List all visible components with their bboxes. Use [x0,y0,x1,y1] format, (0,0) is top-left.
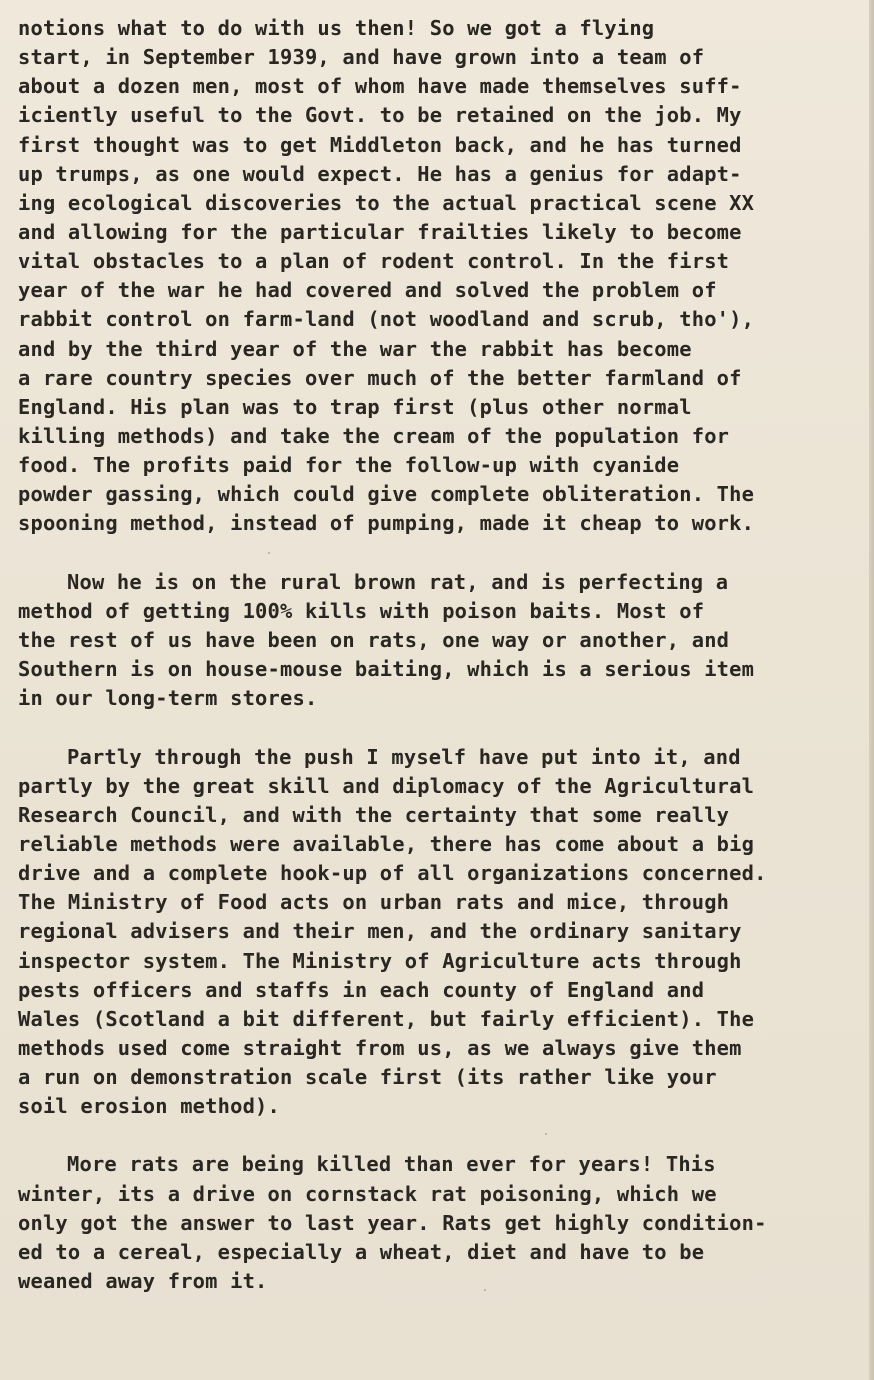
text-line: only got the answer to last year. Rats get highly condition- [18,1210,767,1235]
text-line: ed to a cereal, especially a wheat, diet and have to be [18,1239,705,1264]
text-line: a rare country species over much of the better farmland of [18,365,742,390]
paper-edge [869,0,874,1380]
text-line: first thought was to get Middleton back, and he has turned [18,132,742,157]
text-line: Now he is on the rural brown rat, and is perfecting a [67,569,729,594]
text-line: and by the third year of the war the rabbit has become [18,336,692,361]
text-line: killing methods) and take the cream of the population for [18,423,730,448]
text-line: methods used come straight from us, as we always give them [18,1035,742,1060]
text-line: a run on demonstration scale first (its rather like your [18,1065,717,1090]
text-line: powder gassing, which could give complete obliteration. The [18,482,755,507]
text-line: winter, its a drive on cornstack rat poisoning, which we [18,1181,717,1206]
text-line: up trumps, as one would expect. He has a genius for adapt- [18,161,742,186]
text-line: year of the war he had covered and solved the problem of [18,278,717,303]
text-line: partly by the great skill and diplomacy of the Agricultural [18,773,755,798]
text-line: rabbit control on farm-land (not woodland and scrub, tho'), [18,307,755,332]
text-line: soil erosion method). [18,1094,281,1119]
paper-speck [484,1289,486,1291]
text-line: ing ecological discoveries to the actual practical scene XX [18,190,755,215]
text-line: The Ministry of Food acts on urban rats and mice, through [18,890,730,915]
paragraph-gap [18,713,868,742]
text-line: start, in September 1939, and have grown into a team of [18,45,705,70]
text-line: Research Council, and with the certainty that some really [18,802,730,827]
text-line: method of getting 100% kills with poison baits. Most of [18,598,705,623]
text-line: Wales (Scotland a bit different, but fairly efficient). The [18,1006,755,1031]
text-line: iciently useful to the Govt. to be retained on the job. My [18,103,742,128]
text-line: vital obstacles to a plan of rodent control. In the first [18,249,730,274]
text-line: inspector system. The Ministry of Agriculture acts through [18,948,742,973]
text-line: the rest of us have been on rats, one way or another, and [18,627,730,652]
paper-speck [545,1133,547,1135]
text-line: food. The profits paid for the follow-up with cyanide [18,453,680,478]
text-line: about a dozen men, most of whom have made themselves suff- [18,74,742,99]
text-line: Southern is on house-mouse baiting, which is a serious item [18,657,755,682]
text-line: pests officers and staffs in each county of England and [18,977,705,1002]
text-line: notions what to do with us then! So we got a flying [18,16,655,40]
text-line: drive and a complete hook-up of all organizations concerned. [18,861,767,886]
text-line: England. His plan was to trap first (plus other normal [18,394,692,419]
text-line: and allowing for the particular frailties likely to become [18,219,742,244]
text-line: Partly through the push I myself have put into it, and [67,744,741,769]
letter-body [18,14,868,1296]
text-line: spooning method, instead of pumping, made it cheap to work. [18,511,755,536]
paper-speck [268,552,270,554]
text-line: weaned away from it. [18,1269,268,1294]
text-line: regional advisers and their men, and the ordinary sanitary [18,919,742,944]
text-line: reliable methods were available, there has come about a big [18,831,755,856]
text-line: in our long-term stores. [18,686,318,711]
text-line: More rats are being killed than ever for years! This [67,1152,716,1177]
paragraph-gap [18,539,868,568]
paragraph-gap [18,1121,868,1150]
